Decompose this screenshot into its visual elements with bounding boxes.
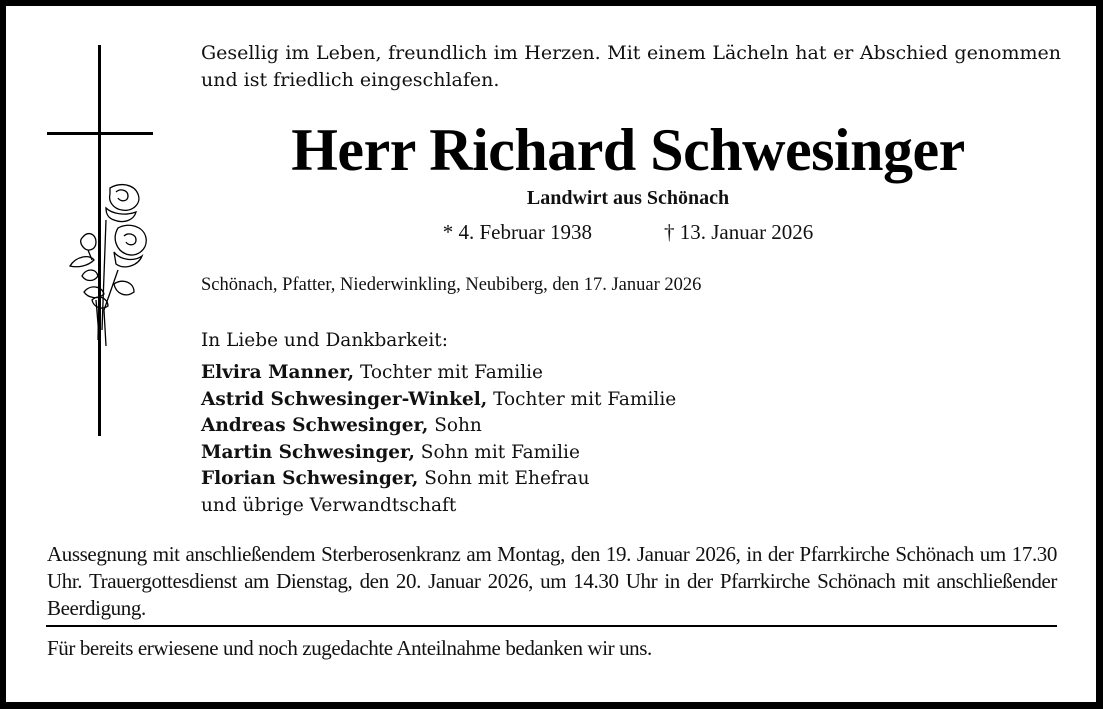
mourner-row	[201, 413, 676, 440]
mourner-row	[201, 440, 676, 467]
place-and-date: Schönach, Pfatter, Niederwinkling, Neubiberg, den 17. Januar 2026	[201, 275, 702, 295]
deceased-name: Herr Richard Schwesinger	[291, 117, 965, 183]
mourners-list	[201, 360, 676, 519]
mourner-name: Astrid Schwesinger-Winkel,	[201, 388, 488, 410]
roses-icon	[62, 180, 152, 350]
mourner-row	[201, 387, 676, 414]
mourner-relation: Sohn mit Ehefrau	[418, 468, 590, 489]
profession-line: Landwirt aus Schönach	[526, 187, 730, 209]
mourner-name: Florian Schwesinger,	[201, 468, 419, 489]
divider-line	[46, 625, 1057, 627]
intro-verse: Gesellig im Leben, freundlich im Herzen. Mit einem Lächeln hat er Abschied genommen und ist friedlich eingeschlafen.	[201, 42, 1061, 91]
life-dates	[200, 218, 1056, 246]
thanks-line: Für bereits erwiesene und noch zugedachte Anteilnahme bedanken wir uns.	[47, 636, 652, 660]
birth-date: * 4. Februar 1938	[442, 220, 592, 244]
other-relatives: und übrige Verwandtschaft	[201, 494, 457, 516]
mourner-relation: Tochter mit Familie	[487, 388, 677, 410]
mourner-row	[201, 360, 676, 387]
service-details: Aussegnung mit anschließendem Sterberosenkranz am Montag, den 19. Januar 2026, in der Pfarrkirche Schönach um 17.30 Uhr. Trauergottesdienst am Dienstag, den 20. Januar 2026, um 14.30 Uhr in der Pfarrkirche Schönach mit anschließender Beerdigung.	[47, 542, 1057, 620]
mourner-relation: Sohn mit Familie	[414, 441, 580, 463]
mourner-name: Andreas Schwesinger,	[201, 415, 429, 436]
mourner-name: Elvira Manner,	[201, 362, 355, 383]
love-line: In Liebe und Dankbarkeit:	[201, 330, 448, 351]
mourner-row	[201, 466, 676, 493]
death-date: † 13. Januar 2026	[664, 220, 814, 244]
mourner-relation: Sohn	[428, 415, 482, 436]
mourner-relation: Tochter mit Familie	[354, 362, 543, 383]
cross-icon-horizontal	[47, 132, 153, 135]
mourner-name: Martin Schwesinger,	[201, 441, 415, 463]
